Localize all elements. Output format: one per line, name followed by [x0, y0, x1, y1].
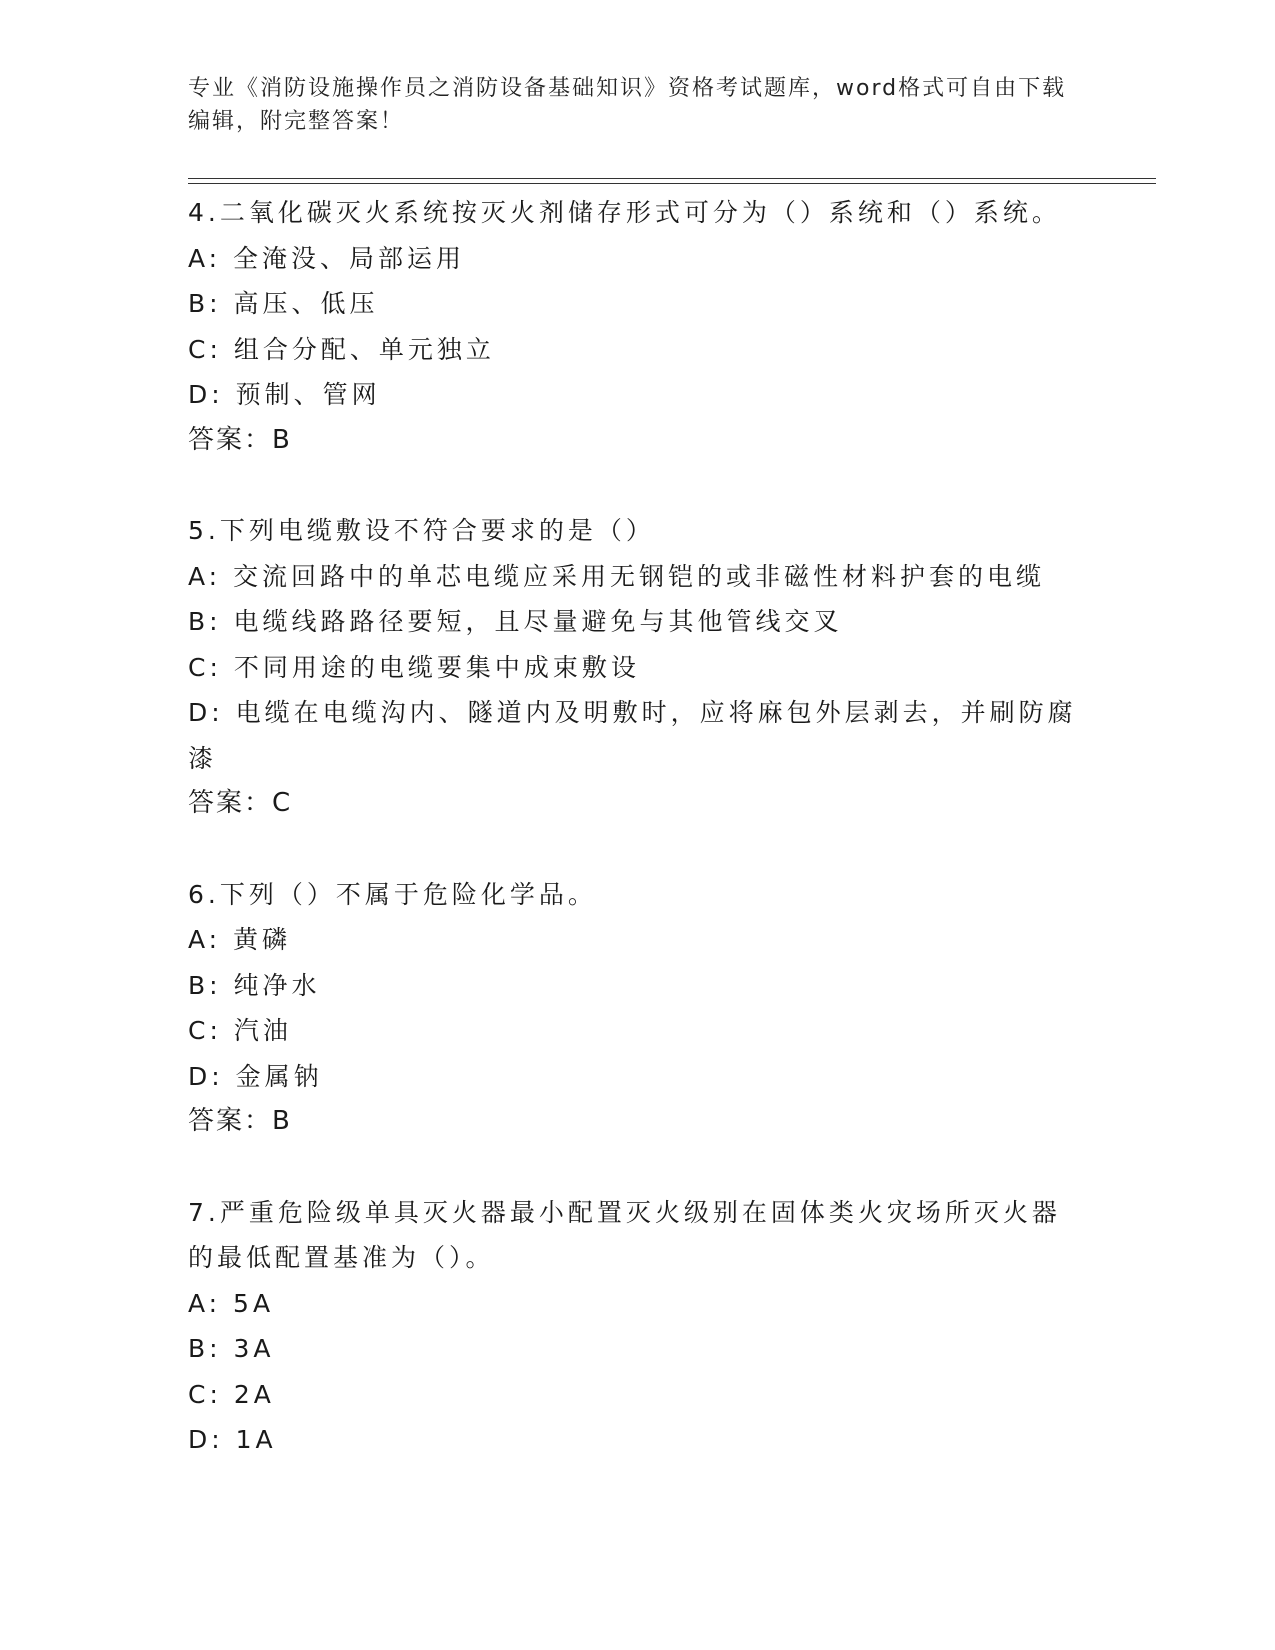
- question-7: [188, 1190, 1088, 1463]
- option-b: B: 电缆线路路径要短，且尽量避免与其他管线交叉: [188, 607, 843, 636]
- option-a: A: 黄磷: [188, 925, 292, 954]
- option-d: D: 1A: [188, 1425, 277, 1454]
- question-stem: 7.严重危险级单具灭火器最小配置灭火级别在固体类火灾场所灭火器的最低配置基准为（）。: [188, 1197, 1061, 1272]
- option-b: B: 3A: [188, 1334, 275, 1363]
- option-c: C: 2A: [188, 1379, 275, 1409]
- header-divider-top: [188, 178, 1156, 179]
- question-6: [188, 872, 1088, 1145]
- option-d: D: 预制、管网: [188, 380, 381, 409]
- question-list: [188, 190, 1088, 1508]
- option-c: C: 组合分配、单元独立: [188, 334, 495, 364]
- option-d: D: 金属钠: [188, 1061, 323, 1091]
- option-c: C: 不同用途的电缆要集中成束敷设: [188, 652, 640, 682]
- header-divider-bottom: [188, 183, 1156, 184]
- option-a: A: 全淹没、局部运用: [188, 243, 466, 273]
- option-a: A: 交流回路中的单芯电缆应采用无钢铠的或非磁性材料护套的电缆: [188, 561, 1046, 591]
- question-5: [188, 508, 1088, 827]
- answer-line: 答案：B: [188, 1106, 292, 1136]
- answer-line: 答案：B: [188, 424, 292, 455]
- answer-line: 答案：C: [188, 788, 293, 818]
- option-b: B: 高压、低压: [188, 289, 379, 318]
- option-b: B: 纯净水: [188, 970, 321, 1000]
- option-a: A: 5A: [188, 1288, 275, 1318]
- question-4: [188, 190, 1088, 463]
- option-c: C: 汽油: [188, 1016, 292, 1045]
- option-d: D: 电缆在电缆沟内、隧道内及明敷时，应将麻包外层剥去，并刷防腐漆: [188, 698, 1077, 773]
- document-header: 专业《消防设施操作员之消防设备基础知识》资格考试题库，word格式可自由下载编辑，附完整答案！: [188, 76, 1067, 134]
- question-stem: 4.二氧化碳灭火系统按灭火剂储存形式可分为（）系统和（）系统。: [188, 198, 1061, 227]
- question-stem: 5.下列电缆敷设不符合要求的是（）: [188, 516, 655, 545]
- question-stem: 6.下列（）不属于危险化学品。: [188, 879, 597, 909]
